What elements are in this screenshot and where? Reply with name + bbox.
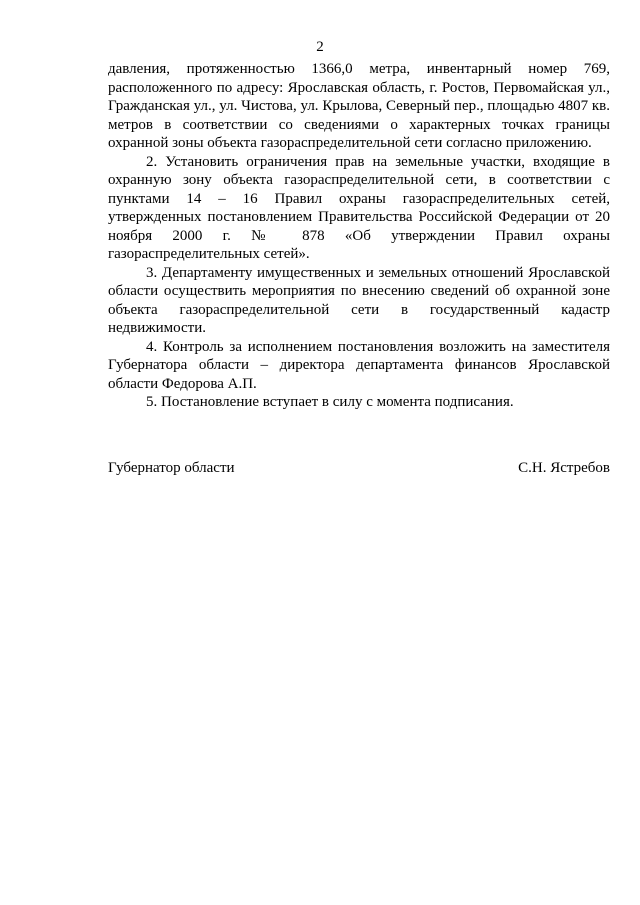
paragraph-item-4: 4. Контроль за исполнением постановления возложить на заместителя Губернатора области – директора департамента финансов Ярославской области Федорова А.П. (108, 338, 610, 392)
page-number: 2 (316, 39, 324, 55)
signatory-position: Губернатор области (108, 460, 235, 476)
paragraph-item-2: 2. Установить ограничения прав на земельные участки, входящие в охранную зону объекта газораспределительной сети, в соответствии с пунктами 14 – 16 Правил охраны газораспределительных сетей, утвержденных постановлением Правительства Российской Федерации от 20 ноября 2000 г. № 878 «Об утверждении Правил охраны газораспределительных сетей». (108, 153, 610, 262)
paragraph-item-3: 3. Департаменту имущественных и земельных отношений Ярославской области осуществить мероприятия по внесению сведений об охранной зоне объекта газораспределительной сети в государственный кадастр недвижимости. (108, 264, 610, 336)
paragraph-continuation: давления, протяженностью 1366,0 метра, инвентарный номер 769, расположенного по адресу: Ярославская область, г. Ростов, Первомайская ул., Гражданская ул., ул. Чистова, ул. Крылова, Северный пер., площадью 4807 кв. метров в соответствии со сведениями о характерных точках границы охранной зоны объекта газораспределительной сети согласно приложению. (108, 61, 610, 151)
paragraph-item-5: 5. Постановление вступает в силу с момента подписания. (146, 394, 514, 410)
signatory-name: С.Н. Ястребов (518, 460, 610, 476)
signature-block (108, 459, 610, 477)
document-body (108, 60, 610, 412)
